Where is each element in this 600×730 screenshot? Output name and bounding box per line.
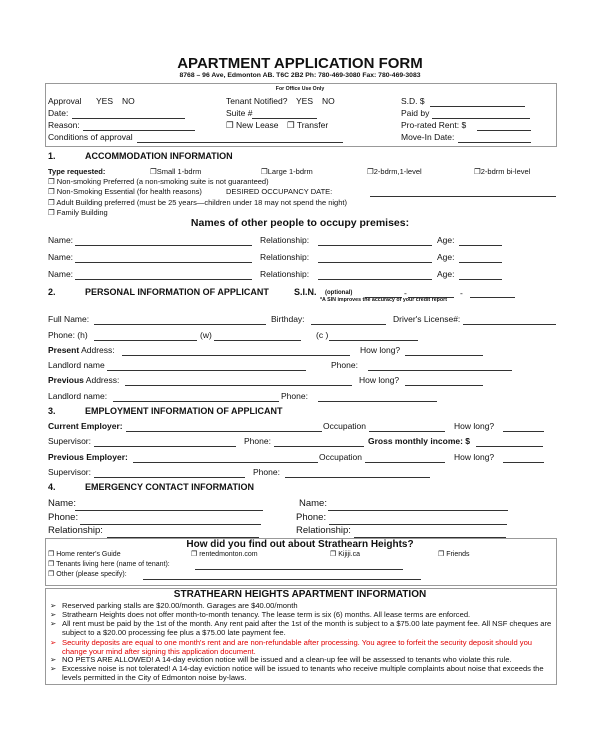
address-label: Address: bbox=[79, 345, 115, 355]
occupant-age-label: Age: bbox=[437, 252, 455, 262]
license-field[interactable] bbox=[463, 324, 556, 325]
section-2-number: 2. bbox=[48, 287, 56, 297]
approval-label: Approval bbox=[48, 96, 82, 106]
previous-landlord-phone-label: Phone: bbox=[281, 391, 308, 401]
previous-occupation-label: Occupation bbox=[319, 452, 362, 462]
prorated-field[interactable] bbox=[477, 130, 531, 131]
supervisor-field[interactable] bbox=[94, 446, 236, 447]
present-how-long-field[interactable] bbox=[405, 355, 483, 356]
previous-address-label bbox=[48, 375, 119, 385]
present-address-label bbox=[48, 345, 115, 355]
reason-field[interactable] bbox=[83, 130, 195, 131]
emergency-name-2-field[interactable] bbox=[328, 510, 508, 511]
sin-part-3[interactable] bbox=[470, 297, 515, 298]
type-large-1bdrm-checkbox[interactable]: ❐Large 1-bdrm bbox=[261, 167, 313, 176]
tenant-notified-label: Tenant Notified? bbox=[226, 96, 288, 106]
emergency-name-field[interactable] bbox=[75, 510, 263, 511]
phone-cell-label: (c ) bbox=[316, 330, 329, 340]
previous-occupation-field[interactable] bbox=[365, 462, 445, 463]
present-address-field[interactable] bbox=[122, 355, 350, 356]
non-smoking-preferred-checkbox[interactable]: ❐ Non-smoking Preferred (a non-smoking suite is not guaranteed) bbox=[48, 177, 269, 186]
bullet-arrow-icon: ➢ bbox=[50, 610, 57, 619]
adult-building-checkbox[interactable]: ❐ Adult Building preferred (must be 25 years—children under 18 may not spend the night) bbox=[48, 198, 347, 207]
present-label: Present bbox=[48, 345, 80, 355]
tenant-notified-no[interactable]: NO bbox=[322, 96, 335, 106]
family-building-checkbox[interactable]: ❐ Family Building bbox=[48, 208, 108, 217]
occupant-relationship-field[interactable] bbox=[318, 279, 432, 280]
section-2-title: PERSONAL INFORMATION OF APPLICANT bbox=[85, 287, 269, 297]
occupant-age-field[interactable] bbox=[459, 262, 502, 263]
other-occupants-title: Names of other people to occupy premises: bbox=[190, 217, 410, 229]
bullet-arrow-icon: ➢ bbox=[50, 601, 57, 610]
paid-by-label: Paid by bbox=[401, 108, 430, 118]
occupant-age-label: Age: bbox=[437, 269, 455, 279]
suite-field[interactable] bbox=[252, 118, 317, 119]
info-item: ➢ Reserved parking stalls are $20.00/month. Garages are $40.00/month bbox=[50, 601, 298, 610]
info-item-security-deposit: ➢ Security deposits are equal to one month's rent and are non-refundable after processing. You agree to forfeit the security deposit should you change your mind after signing this application document. bbox=[50, 638, 533, 657]
section-1-number: 1. bbox=[48, 151, 56, 161]
conditions-label: Conditions of approval bbox=[48, 132, 133, 142]
occupant-name-field[interactable] bbox=[75, 262, 252, 263]
sin-optional: (optional) bbox=[325, 290, 353, 296]
referral-other[interactable]: ❐ Other (please specify): bbox=[48, 571, 127, 578]
desired-occupancy-label: DESIRED OCCUPANCY DATE: bbox=[226, 187, 333, 196]
referral-home-renters-guide[interactable]: ❐ Home renter's Guide bbox=[48, 551, 121, 558]
suite-label: Suite # bbox=[226, 108, 253, 118]
referral-tenants[interactable]: ❐ Tenants living here (name of tenant): bbox=[48, 561, 170, 568]
referral-rentedmonton[interactable]: ❐ rentedmonton.com bbox=[191, 551, 258, 558]
occupant-relationship-label: Relationship: bbox=[260, 269, 310, 279]
bullet-arrow-icon: ➢ bbox=[50, 655, 57, 664]
date-field[interactable] bbox=[72, 118, 185, 119]
phone-work-field[interactable] bbox=[214, 340, 301, 341]
move-in-field[interactable] bbox=[458, 142, 531, 143]
section-4-title: EMERGENCY CONTACT INFORMATION bbox=[85, 482, 254, 492]
info-item: ➢ All rent must be paid by the 1st of the month. Any rent paid after the 1st of the month is subject to a $75.00 late payment fee. All NSF cheques are subject to a $20.00 processing fee plus a $75.00 late payment fee. bbox=[50, 619, 552, 638]
referral-kijiji[interactable]: ❐ Kijiji.ca bbox=[330, 551, 361, 558]
info-item: ➢ Strathearn Heights does not offer month-to-month tenancy. The lease term is six (6) months. All lease terms are enforced. bbox=[50, 610, 471, 619]
info-item: ➢ Excessive noise is not tolerated! A 14-day eviction notice will be issued to tenants who receive multiple complaints about noise that exceeds the levels permitted in the City of Edmonton noise by-laws. bbox=[50, 664, 544, 683]
occupant-relationship-field[interactable] bbox=[318, 262, 432, 263]
sd-label: S.D. $ bbox=[401, 96, 425, 106]
previous-how-long-label: How long? bbox=[454, 452, 495, 462]
occupant-relationship-label: Relationship: bbox=[260, 235, 310, 245]
gross-income-label: Gross monthly income: $ bbox=[368, 436, 471, 446]
previous-address-field[interactable] bbox=[125, 385, 352, 386]
landlord-name-label: Landlord name bbox=[48, 360, 105, 370]
type-requested-label: Type requested: bbox=[48, 167, 106, 176]
emergency-name-2-label: Name: bbox=[299, 498, 327, 509]
full-name-field[interactable] bbox=[94, 324, 266, 325]
occupant-age-label: Age: bbox=[437, 235, 455, 245]
previous-employer-field[interactable] bbox=[133, 462, 318, 463]
occupant-age-field[interactable] bbox=[459, 245, 502, 246]
apartment-info-title: STRATHEARN HEIGHTS APARTMENT INFORMATION bbox=[173, 589, 427, 600]
occupant-age-field[interactable] bbox=[459, 279, 502, 280]
emergency-phone-2-field[interactable] bbox=[329, 524, 507, 525]
type-small-1bdrm-checkbox[interactable]: ❐Small 1-bdrm bbox=[150, 167, 202, 176]
section-3-title: EMPLOYMENT INFORMATION OF APPLICANT bbox=[85, 406, 283, 416]
occupant-name-field[interactable] bbox=[75, 245, 252, 246]
occupant-name-label: Name: bbox=[48, 269, 74, 279]
previous-landlord-label: Landlord name: bbox=[48, 391, 108, 401]
previous-supervisor-phone-field[interactable] bbox=[285, 477, 430, 478]
transfer-checkbox[interactable]: ❐ Transfer bbox=[287, 120, 329, 130]
birthday-label: Birthday: bbox=[271, 314, 305, 324]
landlord-phone-field[interactable] bbox=[368, 370, 512, 371]
referral-title: How did you find out about Strathearn Heights? bbox=[186, 539, 414, 550]
emergency-relationship-2-label: Relationship: bbox=[296, 525, 351, 536]
contact-address: 8768 – 96 Ave, Edmonton AB. T6C 2B2 Ph: 780-469-3080 Fax: 780-469-3083 bbox=[179, 72, 421, 79]
supervisor-phone-label: Phone: bbox=[244, 436, 271, 446]
supervisor-label: Supervisor: bbox=[48, 436, 91, 446]
current-how-long-label: How long? bbox=[454, 421, 495, 431]
current-employer-field[interactable] bbox=[126, 431, 322, 432]
section-4-number: 4. bbox=[48, 482, 56, 492]
phone-home-label: Phone: (h) bbox=[48, 330, 88, 340]
previous-supervisor-phone-label: Phone: bbox=[253, 467, 280, 477]
occupant-name-label: Name: bbox=[48, 235, 74, 245]
bullet-arrow-icon: ➢ bbox=[50, 638, 57, 647]
move-in-label: Move-In Date: bbox=[401, 132, 455, 142]
approval-yes[interactable]: YES bbox=[96, 96, 114, 106]
full-name-label: Full Name: bbox=[48, 314, 90, 324]
emergency-relationship-label: Relationship: bbox=[48, 525, 103, 536]
license-label: Driver's License#: bbox=[393, 314, 461, 324]
emergency-phone-label: Phone: bbox=[48, 512, 79, 523]
emergency-phone-field[interactable] bbox=[80, 524, 261, 525]
desired-occupancy-field[interactable] bbox=[370, 196, 556, 197]
address-label: Address: bbox=[83, 375, 120, 385]
phone-cell-field[interactable] bbox=[329, 340, 418, 341]
current-occupation-field[interactable] bbox=[369, 431, 445, 432]
section-1-title: ACCOMMODATION INFORMATION bbox=[85, 151, 233, 161]
sin-label: S.I.N. bbox=[294, 287, 317, 297]
gross-income-field[interactable] bbox=[476, 446, 543, 447]
supervisor-phone-field[interactable] bbox=[274, 446, 364, 447]
type-2bdrm-bilevel-checkbox[interactable]: ❐2-bdrm bi-level bbox=[474, 167, 531, 176]
current-how-long-field[interactable] bbox=[503, 431, 544, 432]
previous-landlord-field[interactable] bbox=[113, 401, 279, 402]
previous-landlord-phone-field[interactable] bbox=[318, 401, 437, 402]
emergency-phone-2-label: Phone: bbox=[296, 512, 327, 523]
phone-work-label: (w) bbox=[200, 330, 212, 340]
birthday-field[interactable] bbox=[311, 324, 386, 325]
previous-employer-label: Previous Employer: bbox=[48, 452, 128, 462]
bullet-arrow-icon: ➢ bbox=[50, 664, 57, 673]
sin-note: *A SIN improves the accuracy of your credit report bbox=[320, 297, 447, 303]
phone-home-field[interactable] bbox=[94, 340, 197, 341]
page-title: APARTMENT APPLICATION FORM bbox=[177, 55, 423, 72]
previous-supervisor-field[interactable] bbox=[94, 477, 245, 478]
paid-by-field[interactable] bbox=[432, 118, 530, 119]
landlord-name-field[interactable] bbox=[107, 370, 306, 371]
occupant-name-label: Name: bbox=[48, 252, 74, 262]
current-employer-label: Current Employer: bbox=[48, 421, 123, 431]
new-lease-checkbox[interactable]: ❐ New Lease bbox=[226, 120, 279, 130]
occupant-relationship-label: Relationship: bbox=[260, 252, 310, 262]
landlord-phone-label: Phone: bbox=[331, 360, 358, 370]
referral-friends[interactable]: ❐ Friends bbox=[438, 551, 470, 558]
tenant-notified-yes[interactable]: YES bbox=[296, 96, 314, 106]
other-specify-field[interactable] bbox=[143, 579, 421, 580]
conditions-field[interactable] bbox=[137, 142, 343, 143]
non-smoking-essential-checkbox[interactable]: ❐ Non-Smoking Essential (for health reasons) bbox=[48, 187, 202, 196]
sin-dash: - bbox=[460, 288, 463, 298]
reason-label: Reason: bbox=[48, 120, 80, 130]
previous-how-long-label: How long? bbox=[359, 375, 400, 385]
previous-how-long-field[interactable] bbox=[405, 385, 483, 386]
section-3-number: 3. bbox=[48, 406, 56, 416]
occupant-relationship-field[interactable] bbox=[318, 245, 432, 246]
present-how-long-label: How long? bbox=[360, 345, 401, 355]
type-2bdrm-1level-checkbox[interactable]: ❐2-bdrm,1-level bbox=[367, 167, 422, 176]
occupant-name-field[interactable] bbox=[75, 279, 252, 280]
info-item: ➢ NO PETS ARE ALLOWED! A 14-day eviction notice will be issued and a clean-up fee will be assessed to tenants who violate this rule. bbox=[50, 655, 512, 664]
sd-field[interactable] bbox=[430, 106, 525, 107]
sin-dash: - bbox=[404, 288, 407, 298]
tenant-name-field[interactable] bbox=[195, 569, 403, 570]
previous-supervisor-label: Supervisor: bbox=[48, 467, 91, 477]
prorated-label: Pro-rated Rent: $ bbox=[401, 120, 467, 130]
bullet-arrow-icon: ➢ bbox=[50, 619, 57, 628]
previous-how-long-field[interactable] bbox=[503, 462, 544, 463]
previous-label: Previous bbox=[48, 375, 84, 385]
office-use-title: For Office Use Only bbox=[275, 86, 325, 92]
date-label: Date: bbox=[48, 108, 69, 118]
emergency-name-label: Name: bbox=[48, 498, 76, 509]
approval-no[interactable]: NO bbox=[122, 96, 135, 106]
current-occupation-label: Occupation bbox=[323, 421, 366, 431]
